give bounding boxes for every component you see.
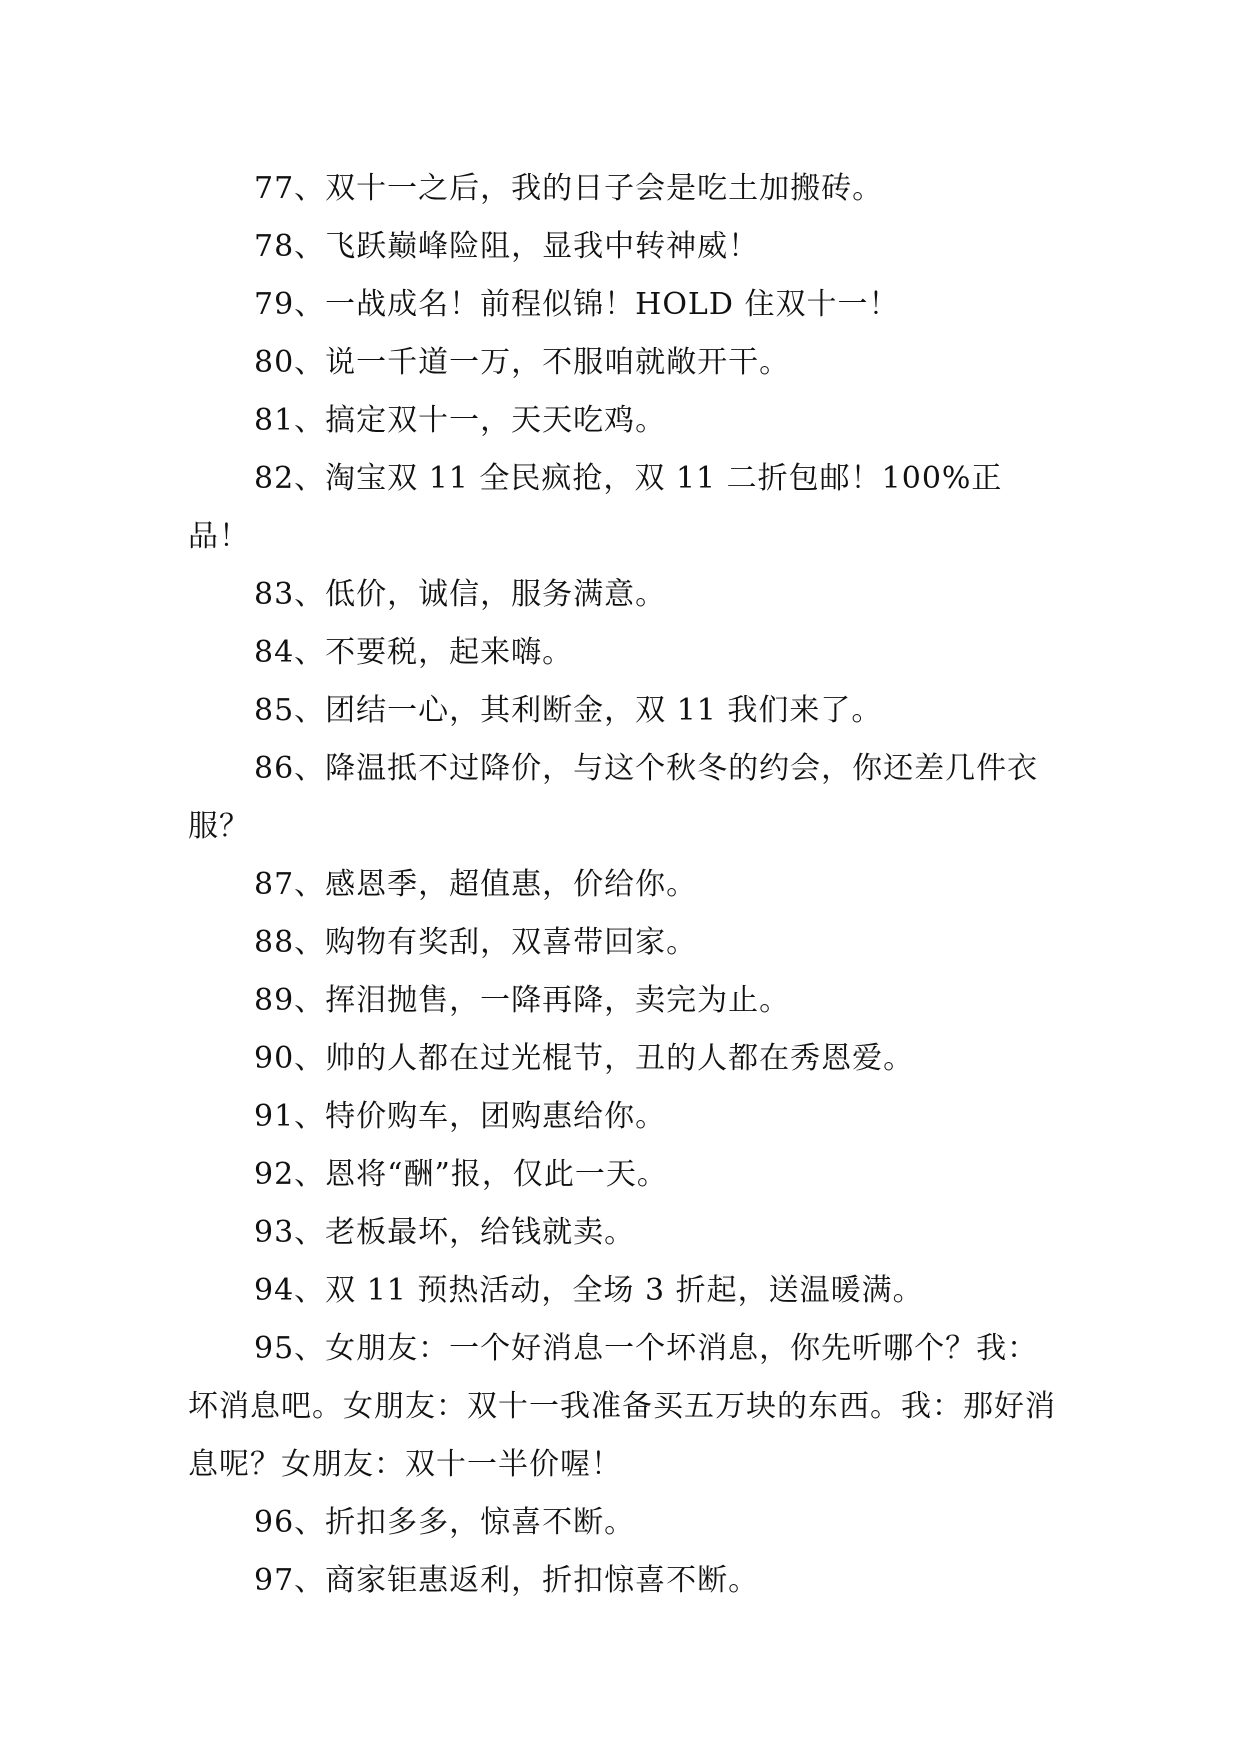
paragraph-item-82: 82、淘宝双 11 全民疯抢，双 11 二折包邮！100%正品！ (188, 461, 1003, 554)
paragraph-item-92: 92、恩将“酬”报，仅此一天。 (254, 1157, 668, 1192)
paragraph-item-87: 87、感恩季，超值惠，价给你。 (254, 867, 698, 902)
paragraph-item-80: 80、说一千道一万，不服咱就敞开干。 (254, 345, 791, 380)
paragraph-item-91: 91、特价购车，团购惠给你。 (254, 1099, 667, 1134)
paragraph-item-79: 79、一战成名！前程似锦！HOLD 住双十一！ (254, 287, 900, 322)
paragraph-item-83: 83、低价，诚信，服务满意。 (254, 577, 667, 612)
paragraph-item-81: 81、搞定双十一，天天吃鸡。 (254, 403, 667, 438)
paragraph-item-88: 88、购物有奖刮，双喜带回家。 (254, 925, 698, 960)
paragraph-item-95: 95、女朋友：一个好消息一个坏消息，你先听哪个？我：坏消息吧。女朋友：双十一我准备买五万块的东西。我：那好消息呢？女朋友：双十一半价喔！ (188, 1331, 1056, 1482)
document-body (188, 160, 1058, 1610)
paragraph-item-90: 90、帅的人都在过光棍节，丑的人都在秀恩爱。 (254, 1041, 915, 1076)
paragraph-item-86: 86、降温抵不过降价，与这个秋冬的约会，你还差几件衣服？ (188, 751, 1039, 844)
paragraph-item-93: 93、老板最坏，给钱就卖。 (254, 1215, 636, 1250)
paragraph-item-97: 97、商家钜惠返利，折扣惊喜不断。 (254, 1563, 760, 1598)
paragraph-item-77: 77、双十一之后，我的日子会是吃土加搬砖。 (254, 171, 884, 206)
paragraph-item-84: 84、不要税，起来嗨。 (254, 635, 574, 670)
paragraph-item-85: 85、团结一心，其利断金，双 11 我们来了。 (254, 693, 883, 728)
paragraph-item-96: 96、折扣多多，惊喜不断。 (254, 1505, 636, 1540)
paragraph-item-78: 78、飞跃巅峰险阻，显我中转神威！ (254, 229, 760, 264)
paragraph-item-89: 89、挥泪抛售，一降再降，卖完为止。 (254, 983, 791, 1018)
paragraph-item-94: 94、双 11 预热活动，全场 3 折起，送温暖满。 (254, 1273, 924, 1308)
